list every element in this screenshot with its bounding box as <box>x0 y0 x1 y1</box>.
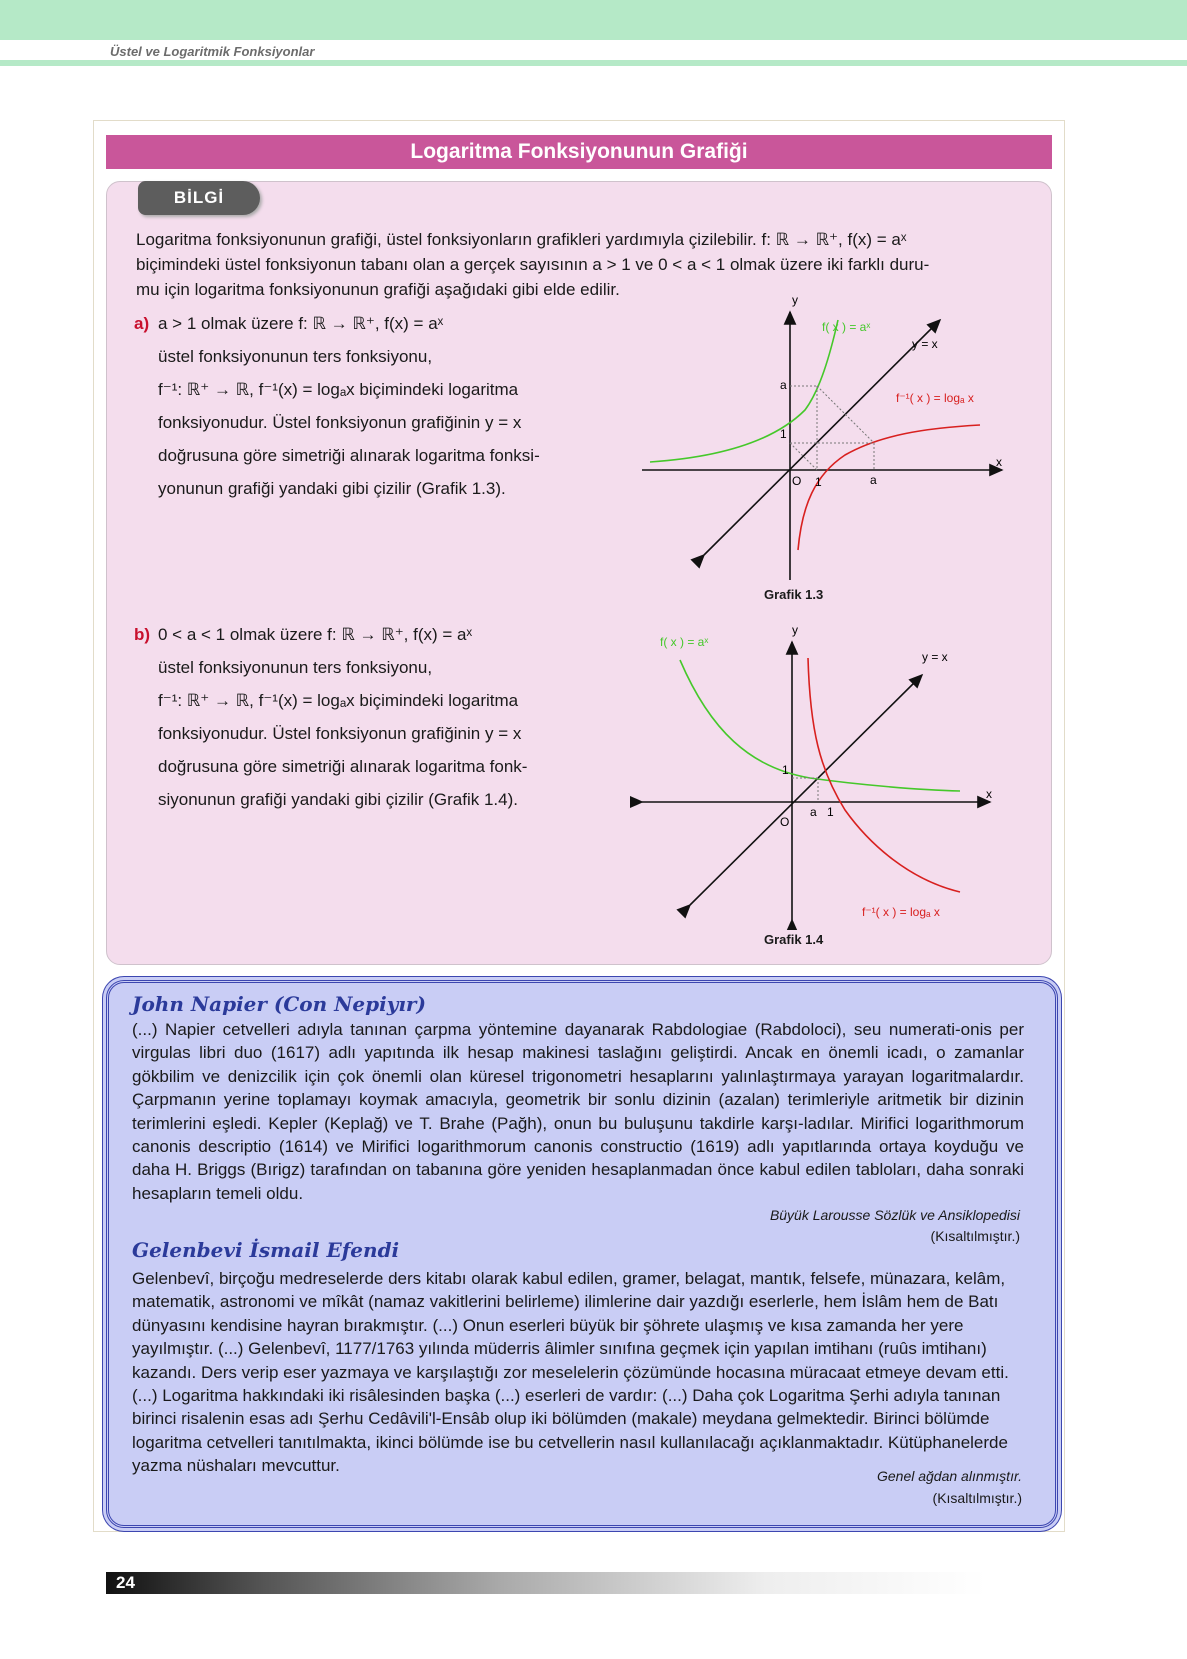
origin-label: O <box>792 474 802 488</box>
axis-x-label: x <box>996 455 1002 469</box>
graph-1-3-caption: Grafik 1.3 <box>764 587 824 602</box>
bio-1-text: (...) Napier cetvelleri adıyla tanınan çarpma yöntemine dayanarak Rabdologiae (Rabdoloci), seu numerati-onis per virgulas libri duo (1617) adlı yapıtında ilk hesap makinesi taslağını geliştirdi. Ancak en önemli icadı, o zamanlar gökbilim ve denizcilik için çok önemli olan küresel trigonometri hesaplarını yalınlaştırmaya yarayan logaritmalardır. Çarpmanın yerine toplamayı koymak amacıyla, geometrik bir sonlu dizinin (azalan) terimleriyle aritmetik bir dizinin terimlerini eşledi. Kepler (Keplağ) ve T. Brahe (Pağh), onun bu buluşunu takdirle karşı-ladılar. Mirifici logarithmorum canonis descriptio (1614) ve Mirifici logarithmorum canonis constructio (1619) adlı yapıtlarında ortaya koyduğu ve daha H. Briggs (Bırigz) tarafından on tabanına göre yeniden hesaplanmadan önce kabul edilen tabloları, daha sonraki hesapların temeli oldu. <box>132 1020 1024 1203</box>
page-number: 24 <box>116 1573 135 1592</box>
part-a-line: yonunun grafiği yandaki gibi çizilir (Grafik 1.3). <box>158 479 506 498</box>
page-number-bar <box>106 1572 986 1594</box>
intro-line-3: mu için logaritma fonksiyonunun grafiği aşağıdaki gibi elde edilir. <box>136 280 620 299</box>
exp-curve <box>650 320 838 462</box>
tick-1-x: 1 <box>827 805 834 819</box>
graph-1-3 <box>630 290 1010 580</box>
log-curve <box>808 658 960 892</box>
bio-1-note: (Kısaltılmıştır.) <box>930 1228 1020 1244</box>
tick-a-x: a <box>870 473 877 487</box>
part-a-line: üstel fonksiyonunun ters fonksiyonu, <box>158 347 433 366</box>
bio-2-title: Gelenbevi İsmail Efendi <box>132 1238 400 1262</box>
log-label: f⁻¹( x ) = logₐ x <box>862 905 940 919</box>
bio-2-note: (Kısaltılmıştır.) <box>932 1490 1022 1506</box>
tick-a-y: a <box>780 378 787 392</box>
section-title: Logaritma Fonksiyonunun Grafiği <box>106 135 1052 169</box>
axis-x-label: x <box>986 787 992 801</box>
axis-y-label: y <box>792 623 798 637</box>
part-b-line: f⁻¹: ℝ⁺ → ℝ, f⁻¹(x) = logₐx biçimindeki logaritma <box>158 691 519 710</box>
info-badge: BİLGİ <box>138 181 260 215</box>
bio-2-text: Gelenbevî, birçoğu medreselerde ders kitabı olarak kabul edilen, gramer, belagat, mantık, felsefe, münazara, kelâm, matematik, astronomi ve mîkât (namaz vakitlerini belirleme) ilimlerine dair yazdığı eserlerle, hem İslâm hem de Batı dünyasını kendisine hayran bırakmıştır. (...) Onun eserleri büyük bir şöhrete ulaşmış ve kısa zamanda her yere yayılmıştır. (...) Gelenbevî, 1177/1763 yılında müderris âlimler sınıfına geçmek için yapılan imtihanı (ruûs imtihanı) kazandı. Ders verip eser yazmaya ve karşılaştığı zor meselelerin çözümünde hocasına müracaat etmeye devam etti. (...) Logaritma hakkındaki iki risâlesinden başka (...) eserleri de vardır: (...) Daha çok Logaritma Şerhi adıyla tanınan birinci risalenin esas adı Şerhu Cedâvili'l-Ensâb olup iki bölümden (makale) meydana gelmektedir. Birinci bölümde logaritma cetvelleri tanıtılmakta, ikinci bölümde ise bu cetvellerin nasıl kullanılacağı açıklanmaktadır. Kütüphanelerde yazma nüshaları mevcuttur. <box>132 1269 1009 1476</box>
exp-label: f( x ) = aˣ <box>822 320 871 334</box>
log-curve <box>798 425 980 550</box>
part-a-marker: a) <box>134 314 150 333</box>
intro-line-1: Logaritma fonksiyonunun grafiği, üstel fonksiyonların grafikleri yardımıyla çizilebilir. f: ℝ → ℝ⁺, f(x) = aˣ <box>136 230 907 249</box>
bio-1-source: Büyük Larousse Sözlük ve Ansiklopedisi <box>769 1207 1020 1223</box>
identity-line <box>704 320 940 555</box>
identity-label: y = x <box>922 650 948 664</box>
graph-1-4 <box>630 620 1010 930</box>
tick-1-y: 1 <box>780 427 787 441</box>
top-rule <box>0 60 1187 66</box>
part-a-line: f⁻¹: ℝ⁺ → ℝ, f⁻¹(x) = logₐx biçimindeki logaritma <box>158 380 519 399</box>
top-band <box>0 0 1187 40</box>
part-a-line: doğrusuna göre simetriği alınarak logaritma fonksi- <box>158 446 540 465</box>
log-label: f⁻¹( x ) = logₐ x <box>896 391 974 405</box>
part-b-line: üstel fonksiyonunun ters fonksiyonu, <box>158 658 433 677</box>
origin-label: O <box>780 815 790 829</box>
part-a-line: fonksiyonudur. Üstel fonksiyonun grafiğinin y = x <box>158 413 522 432</box>
exp-label: f( x ) = aˣ <box>660 635 709 649</box>
part-b-line: 0 < a < 1 olmak üzere f: ℝ → ℝ⁺, f(x) = aˣ <box>158 625 473 644</box>
part-b-line: doğrusuna göre simetriği alınarak logaritma fonk- <box>158 757 528 776</box>
part-b-marker: b) <box>134 625 151 644</box>
identity-line <box>690 675 922 905</box>
part-a-line: a > 1 olmak üzere f: ℝ → ℝ⁺, f(x) = aˣ <box>158 314 444 333</box>
identity-label: y = x <box>912 337 938 351</box>
tick-1-x: 1 <box>815 475 822 489</box>
graph-1-4-caption: Grafik 1.4 <box>764 932 824 947</box>
tick-a-x: a <box>810 805 817 819</box>
intro-line-2: biçimindeki üstel fonksiyonun tabanı olan a gerçek sayısının a > 1 ve 0 < a < 1 olmak üzere iki farklı duru- <box>136 255 930 274</box>
tick-1-y: 1 <box>782 763 789 777</box>
part-b-line: siyonunun grafiği yandaki gibi çizilir (Grafik 1.4). <box>158 790 518 809</box>
bio-2-source: Genel ağdan alınmıştır. <box>876 1468 1022 1484</box>
bio-1-title: John Napier (Con Nepiyır) <box>132 992 426 1016</box>
axis-y-label: y <box>792 293 798 307</box>
running-title: Üstel ve Logaritmik Fonksiyonlar <box>110 44 315 59</box>
part-b-line: fonksiyonudur. Üstel fonksiyonun grafiğinin y = x <box>158 724 522 743</box>
